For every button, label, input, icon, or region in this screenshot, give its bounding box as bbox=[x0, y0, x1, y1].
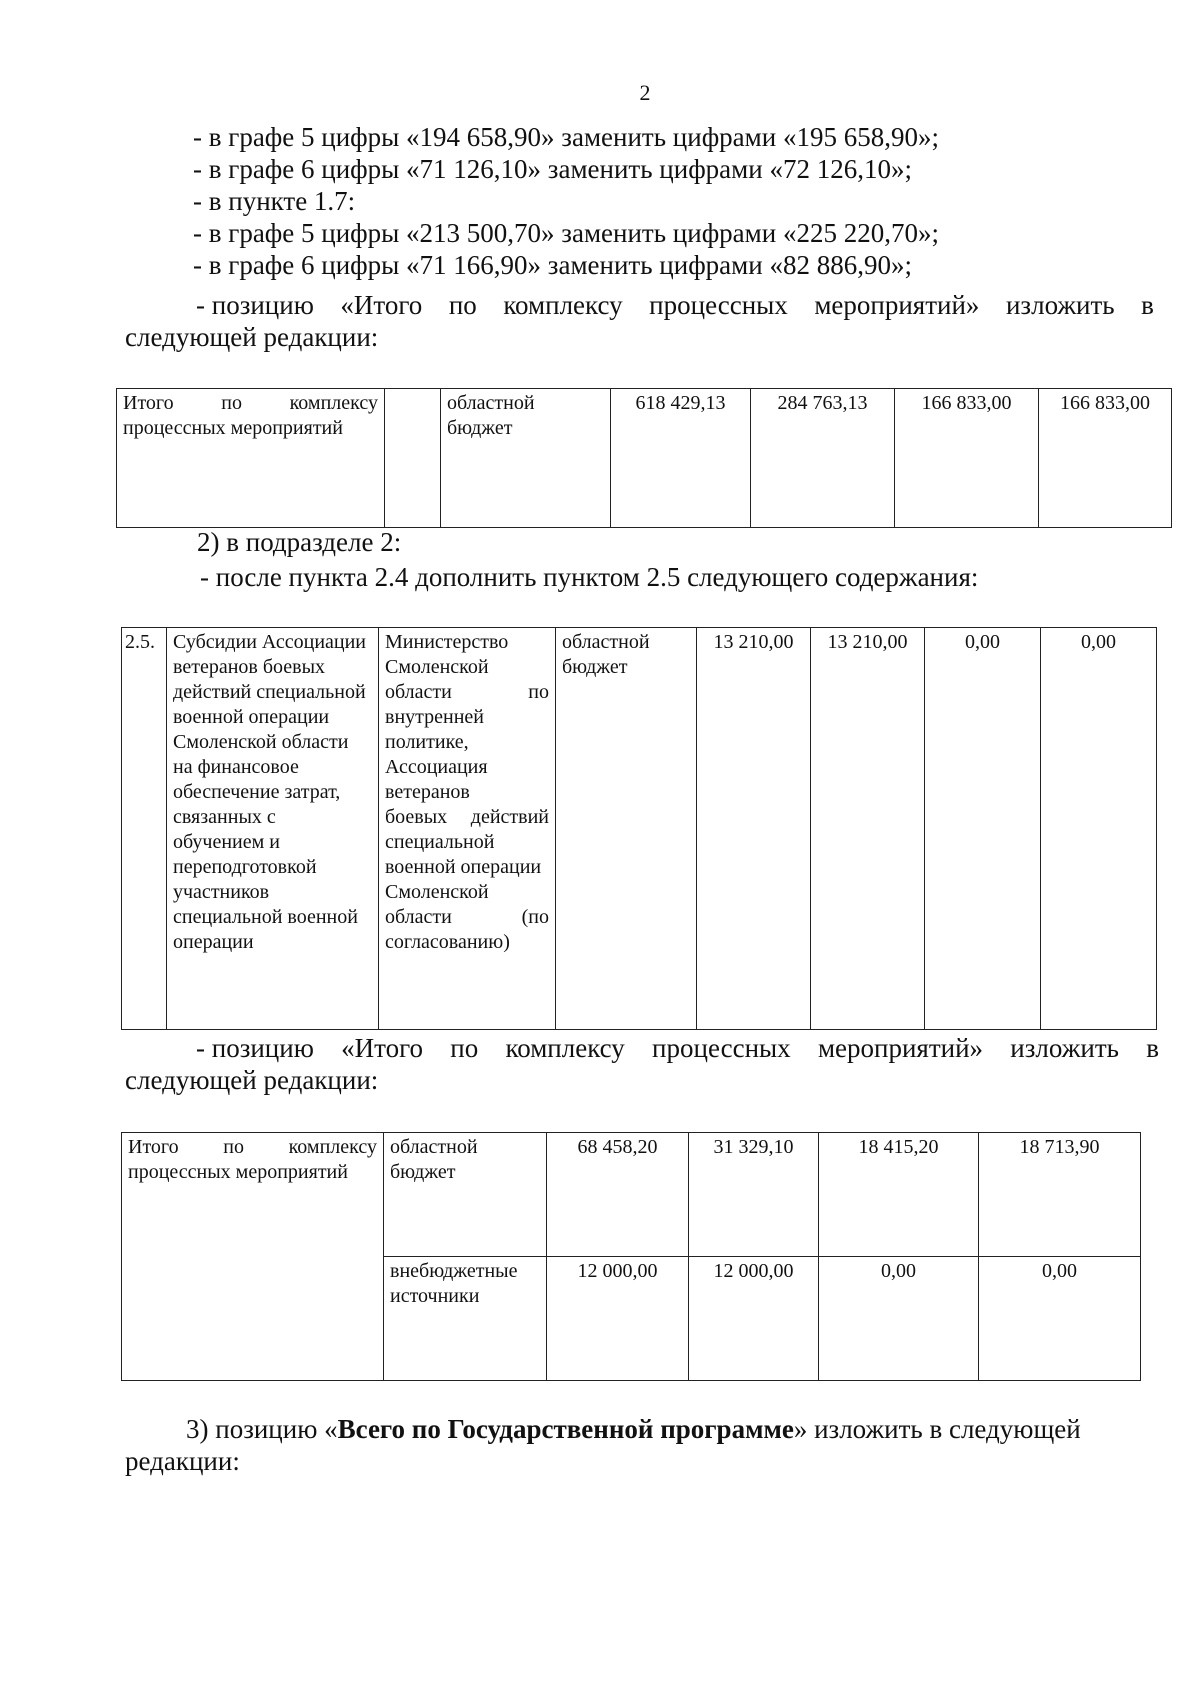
word: комплексу bbox=[288, 1136, 377, 1158]
word: действий bbox=[470, 806, 549, 828]
program-title-bold: Всего по Государственной программе bbox=[337, 1414, 794, 1444]
table-total-2 bbox=[121, 1132, 1141, 1381]
word: процессных bbox=[652, 1033, 791, 1063]
table-total-1 bbox=[116, 388, 1172, 528]
value-cell: 618 429,13 bbox=[611, 389, 751, 528]
word: изложить bbox=[1005, 290, 1115, 320]
word: боевых bbox=[385, 806, 448, 828]
word: - позицию bbox=[196, 290, 314, 320]
word: по bbox=[221, 392, 242, 414]
final-instruction-line2: редакции: bbox=[125, 1446, 240, 1476]
executor-text: согласованию) bbox=[385, 931, 510, 953]
empty-cell bbox=[385, 389, 441, 528]
instruction-line: - в графе 5 цифры «213 500,70» заменить цифрами «225 220,70»; bbox=[193, 218, 939, 248]
instruction-line: - в графе 6 цифры «71 126,10» заменить цифрами «72 126,10»; bbox=[193, 154, 912, 184]
value-cell: 0,00 bbox=[925, 628, 1041, 1030]
word: изложить bbox=[1010, 1033, 1119, 1063]
position-instruction-line2: следующей редакции: bbox=[125, 322, 379, 352]
word: «Итого bbox=[340, 290, 423, 320]
value-cell: 13 210,00 bbox=[697, 628, 811, 1030]
word: процессных bbox=[649, 290, 788, 320]
word: «Итого bbox=[341, 1033, 423, 1063]
executor-text: специальной военной операции Смоленской bbox=[385, 831, 542, 903]
instruction-line: - в пункте 1.7: bbox=[193, 186, 356, 216]
position-instruction-2-line1 bbox=[196, 1033, 1159, 1064]
value-cell: 31 329,10 bbox=[689, 1133, 819, 1257]
value-cell: 12 000,00 bbox=[547, 1257, 689, 1381]
word: по bbox=[528, 681, 549, 703]
subsection-instruction: - после пункта 2.4 дополнить пунктом 2.5 следующего содержания: bbox=[200, 562, 979, 592]
word: в bbox=[1141, 290, 1154, 320]
word: в bbox=[1146, 1033, 1159, 1063]
table-row bbox=[117, 389, 1172, 528]
row-name-rest: процессных мероприятий bbox=[123, 417, 343, 439]
word: по bbox=[223, 1136, 244, 1158]
item-name-cell: Субсидии Ассоциации ветеранов боевых действий специальной военной операции Смоленской области на финансовое обеспечение затрат, связанных с обучением и переподготовкой участников специальной военной операции bbox=[167, 628, 379, 1030]
value-cell: 0,00 bbox=[819, 1257, 979, 1381]
executor-cell bbox=[379, 628, 556, 1030]
word: комплексу bbox=[289, 392, 378, 414]
word: - позицию bbox=[196, 1033, 314, 1063]
instruction-line: - в графе 6 цифры «71 166,90» заменить цифрами «82 886,90»; bbox=[193, 250, 912, 280]
source-cell: областной бюджет bbox=[556, 628, 697, 1030]
table-row bbox=[122, 628, 1157, 1030]
word: комплексу bbox=[503, 290, 623, 320]
word: Итого bbox=[128, 1136, 179, 1158]
text-prefix: 3) позицию « bbox=[186, 1414, 338, 1444]
value-cell: 166 833,00 bbox=[1039, 389, 1172, 528]
word: Итого bbox=[123, 392, 174, 414]
position-instruction-2-line2: следующей редакции: bbox=[125, 1065, 379, 1095]
value-cell: 166 833,00 bbox=[895, 389, 1039, 528]
value-cell: 284 763,13 bbox=[751, 389, 895, 528]
table-row bbox=[122, 1133, 1141, 1257]
word: комплексу bbox=[505, 1033, 625, 1063]
value-cell: 18 713,90 bbox=[979, 1133, 1141, 1257]
executor-text: Министерство bbox=[385, 631, 509, 653]
value-cell: 12 000,00 bbox=[689, 1257, 819, 1381]
word: мероприятий» bbox=[817, 1033, 984, 1063]
text-suffix: » изложить в следующей bbox=[793, 1414, 1081, 1444]
row-name-rest: процессных мероприятий bbox=[128, 1161, 348, 1183]
value-cell: 13 210,00 bbox=[811, 628, 925, 1030]
row-name-cell bbox=[117, 389, 385, 528]
word: области bbox=[385, 681, 452, 703]
executor-text: Смоленской bbox=[385, 656, 489, 678]
value-cell: 18 415,20 bbox=[819, 1133, 979, 1257]
word: области bbox=[385, 906, 452, 928]
subsection-heading: 2) в подразделе 2: bbox=[197, 527, 402, 557]
word: мероприятий» bbox=[814, 290, 980, 320]
source-cell: внебюджетные источники bbox=[384, 1257, 547, 1381]
word: (по bbox=[521, 906, 549, 928]
executor-text: внутренней политике, Ассоциация ветеранов bbox=[385, 706, 488, 803]
source-cell: областной бюджет bbox=[441, 389, 611, 528]
value-cell: 68 458,20 bbox=[547, 1133, 689, 1257]
position-instruction-line1 bbox=[196, 290, 1154, 321]
value-cell: 0,00 bbox=[979, 1257, 1141, 1381]
word: по bbox=[448, 290, 477, 320]
word: по bbox=[450, 1033, 479, 1063]
source-cell: областной бюджет bbox=[384, 1133, 547, 1257]
table-item-2-5 bbox=[121, 627, 1157, 1030]
item-number-cell: 2.5. bbox=[122, 628, 167, 1030]
final-instruction-line1 bbox=[186, 1414, 1081, 1445]
value-cell: 0,00 bbox=[1041, 628, 1157, 1030]
page-number: 2 bbox=[639, 80, 651, 105]
instruction-line: - в графе 5 цифры «194 658,90» заменить цифрами «195 658,90»; bbox=[193, 122, 939, 152]
row-name-cell bbox=[122, 1133, 384, 1381]
